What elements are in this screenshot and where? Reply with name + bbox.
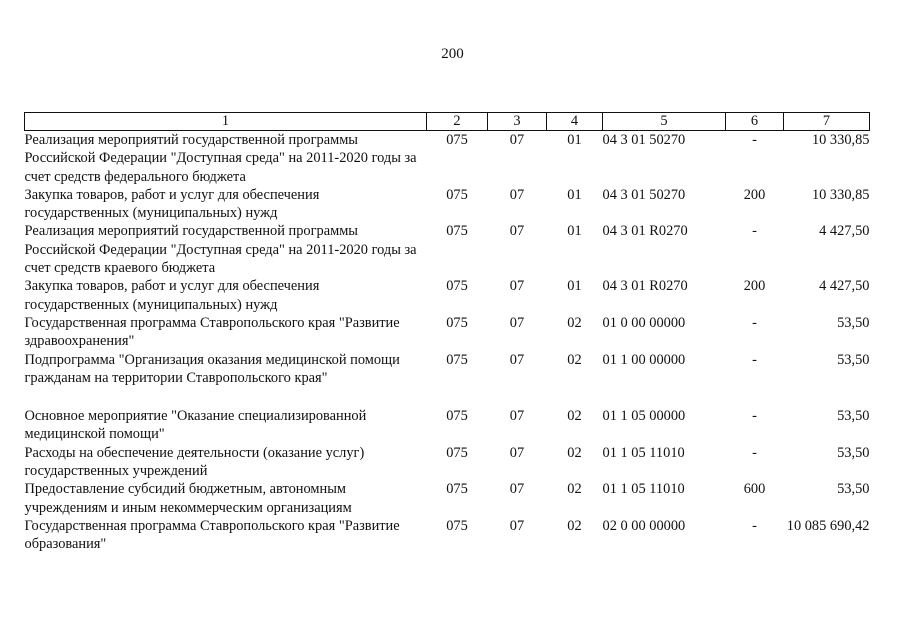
row-target-article: 04 3 01 50270 xyxy=(602,132,686,148)
row-target-article: 04 3 01 R0270 xyxy=(602,278,688,295)
row-target-article: 01 1 05 00000 xyxy=(602,408,686,425)
row-subsection-code: 02 xyxy=(567,517,582,534)
page-number: 200 xyxy=(441,46,464,62)
row-ministry-code: 075 xyxy=(446,444,468,461)
row-ministry-code: 075 xyxy=(446,517,468,534)
row-target-article: 01 1 05 11010 xyxy=(602,481,685,498)
row-subsection-code: 01 xyxy=(567,186,582,203)
row-ministry-code: 075 xyxy=(446,481,468,498)
table-row xyxy=(25,444,870,481)
row-amount: 53,50 xyxy=(837,444,870,461)
header-col-3: 3 xyxy=(488,113,547,131)
table-row xyxy=(25,186,870,223)
row-expense-type: - xyxy=(752,132,757,148)
row-amount: 4 427,50 xyxy=(819,223,870,240)
row-target-article: 01 1 00 00000 xyxy=(602,351,686,368)
row-name: Закупка товаров, работ и услуг для обеспечения государственных (муниципальных) нужд xyxy=(24,278,320,313)
row-expense-type: - xyxy=(752,517,757,534)
row-target-article: 02 0 00 00000 xyxy=(602,517,686,534)
header-col-7: 7 xyxy=(784,113,870,131)
row-expense-type: 200 xyxy=(743,186,766,203)
row-name: Предоставление субсидий бюджетным, автономным учреждениям и иным некоммерческим организациям xyxy=(24,481,352,516)
row-ministry-code: 075 xyxy=(446,223,468,240)
row-subsection-code: 02 xyxy=(567,351,582,368)
row-ministry-code: 075 xyxy=(446,351,468,368)
row-section-code: 07 xyxy=(509,314,525,331)
row-amount: 10 085 690,42 xyxy=(786,517,870,534)
row-expense-type: - xyxy=(752,314,757,331)
row-amount: 10 330,85 xyxy=(811,132,870,148)
header-col-6: 6 xyxy=(726,113,784,131)
row-name: Реализация мероприятий государственной программы Российской Федерации "Доступная среда" на 2011-2020 годы за счет средств федерального бюджета xyxy=(24,132,417,185)
row-ministry-code: 075 xyxy=(446,278,468,295)
row-expense-type: 600 xyxy=(743,481,766,498)
row-section-code: 07 xyxy=(509,351,525,368)
row-subsection-code: 02 xyxy=(567,314,582,331)
table-row xyxy=(25,277,870,314)
row-name: Подпрограмма "Организация оказания медицинской помощи гражданам на территории Ставропольского края" xyxy=(24,351,400,386)
row-expense-type: - xyxy=(752,408,757,425)
table-body xyxy=(25,131,870,554)
row-subsection-code: 01 xyxy=(567,278,582,295)
row-section-code: 07 xyxy=(509,132,525,148)
table-row xyxy=(25,480,870,517)
row-subsection-code: 02 xyxy=(567,481,582,498)
header-row xyxy=(25,113,870,131)
row-name: Закупка товаров, работ и услуг для обеспечения государственных (муниципальных) нужд xyxy=(24,186,320,222)
row-subsection-code: 02 xyxy=(567,408,582,425)
table-header xyxy=(25,113,870,131)
row-target-article: 01 1 05 11010 xyxy=(602,444,685,461)
row-target-article: 04 3 01 50270 xyxy=(602,186,686,203)
row-name: Государственная программа Ставропольского края "Развитие здравоохранения" xyxy=(24,314,400,350)
row-name: Государственная программа Ставропольского края "Развитие образования" xyxy=(24,517,400,553)
row-section-code: 07 xyxy=(509,223,525,240)
row-section-code: 07 xyxy=(509,278,525,295)
header-col-1: 1 xyxy=(25,113,427,131)
row-expense-type: - xyxy=(752,223,757,240)
table-row xyxy=(25,222,870,277)
header-col-5: 5 xyxy=(603,113,726,131)
row-section-code: 07 xyxy=(509,408,525,425)
table-row xyxy=(25,131,870,186)
row-amount: 53,50 xyxy=(837,351,870,368)
row-section-code: 07 xyxy=(509,186,525,203)
row-expense-type: - xyxy=(752,444,757,461)
row-expense-type: - xyxy=(752,351,757,368)
row-section-code: 07 xyxy=(509,517,525,534)
row-name: Реализация мероприятий государственной программы Российской Федерации "Доступная среда" на 2011-2020 годы за счет средств краевого бюджета xyxy=(24,223,417,277)
row-target-article: 04 3 01 R0270 xyxy=(602,223,688,240)
header-col-2: 2 xyxy=(427,113,488,131)
table-row xyxy=(25,314,870,351)
row-section-code: 07 xyxy=(509,481,525,498)
row-section-code: 07 xyxy=(509,444,525,461)
row-ministry-code: 075 xyxy=(446,314,468,331)
header-col-4: 4 xyxy=(547,113,603,131)
row-amount: 53,50 xyxy=(837,481,870,498)
row-name: Основное мероприятие "Оказание специализированной медицинской помощи" xyxy=(24,408,367,443)
row-subsection-code: 01 xyxy=(567,223,582,240)
row-amount: 10 330,85 xyxy=(811,186,870,203)
row-ministry-code: 075 xyxy=(446,408,468,425)
table-row xyxy=(25,517,870,554)
row-amount: 53,50 xyxy=(837,314,870,331)
row-name: Расходы на обеспечение деятельности (оказание услуг) государственных учреждений xyxy=(24,444,365,480)
row-amount: 53,50 xyxy=(837,408,870,425)
row-subsection-code: 01 xyxy=(567,132,582,148)
row-amount: 4 427,50 xyxy=(819,278,870,295)
row-ministry-code: 075 xyxy=(446,132,468,148)
table-row xyxy=(25,407,870,444)
table-row xyxy=(25,351,870,408)
row-subsection-code: 02 xyxy=(567,444,582,461)
row-ministry-code: 075 xyxy=(446,186,468,203)
row-expense-type: 200 xyxy=(743,278,766,295)
row-target-article: 01 0 00 00000 xyxy=(602,314,686,331)
budget-table xyxy=(24,112,870,554)
